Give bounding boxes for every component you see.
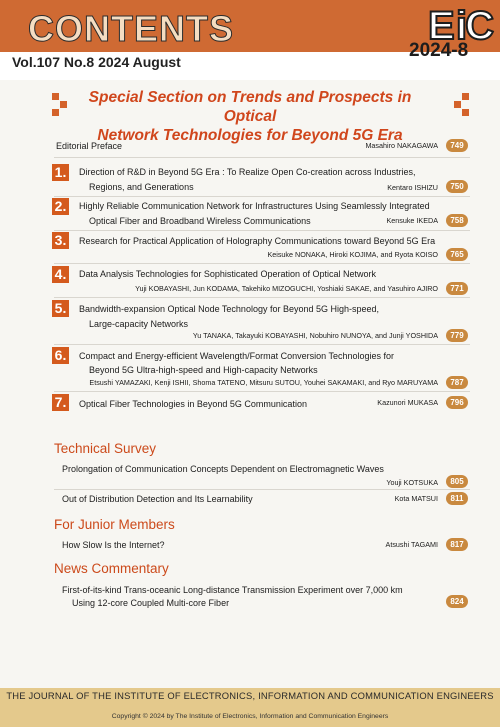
divider [54, 157, 470, 158]
special-section-title: Special Section on Trends and Prospects in Optical Network Technologies for Beyond 5G Era [88, 89, 412, 144]
page-badge: 817 [446, 538, 468, 551]
journal-name: THE JOURNAL OF THE INSTITUTE OF ELECTRONICS, INFORMATION AND COMMUNICATION ENGINEERS [6, 690, 494, 701]
section-heading-news-commentary: News Commentary [54, 561, 169, 576]
divider [54, 263, 470, 264]
article-title[interactable]: Compact and Energy-efficient Wavelength/Format Conversion Technologies for [79, 351, 394, 361]
logo-e: E [428, 4, 455, 48]
survey-title[interactable]: Out of Distribution Detection and Its Learnability [62, 494, 253, 504]
divider [54, 489, 470, 490]
article-number: 1. [52, 164, 69, 181]
article-title[interactable]: Highly Reliable Communication Network for Infrastructures Using Seamlessly Integrated [79, 201, 430, 211]
page-badge: 749 [446, 139, 468, 152]
article-authors: Keisuke NONAKA, Hiroki KOJIMA, and Ryota KOISO [267, 250, 438, 259]
article-number: 2. [52, 198, 69, 215]
article-number: 4. [52, 266, 69, 283]
article-title[interactable]: Bandwidth-expansion Optical Node Technology for Beyond 5G High-speed, [79, 304, 380, 314]
article-number: 7. [52, 394, 69, 411]
article-title-cont[interactable]: Optical Fiber and Broadband Wireless Communications [89, 216, 311, 226]
junior-title[interactable]: How Slow Is the Internet? [62, 540, 165, 550]
article-title-cont[interactable]: Regions, and Generations [89, 182, 194, 192]
section-heading-junior-members: For Junior Members [54, 517, 175, 532]
page-badge: 771 [446, 282, 468, 295]
news-title[interactable]: First-of-its-kind Trans-oceanic Long-distance Transmission Experiment over 7,000 km [62, 585, 403, 595]
article-title-cont[interactable]: Large-capacity Networks [89, 319, 189, 329]
divider [54, 391, 470, 392]
preface-author: Masahiro NAKAGAWA [365, 141, 438, 150]
contents-title: CONTENTS [28, 8, 234, 49]
page-badge: 824 [446, 595, 468, 608]
survey-title[interactable]: Prolongation of Communication Concepts Dependent on Electromagnetic Waves [62, 464, 384, 474]
divider [54, 297, 470, 298]
article-title-cont[interactable]: Beyond 5G Ultra-high-speed and High-capacity Networks [89, 365, 318, 375]
junior-author: Atsushi TAGAMI [385, 540, 438, 549]
section-heading-technical-survey: Technical Survey [54, 441, 157, 456]
article-authors: Kensuke IKEDA [386, 216, 438, 225]
article-authors: Yu TANAKA, Takayuki KOBAYASHI, Nobuhiro NUNOYA, and Junji YOSHIDA [192, 331, 438, 340]
issue-tag: 2024-8 [409, 40, 469, 61]
survey-author: Youji KOTSUKA [386, 478, 438, 487]
page-badge: 805 [446, 475, 468, 488]
article-authors: Yuji KOBAYASHI, Jun KODAMA, Takehiko MIZOGUCHI, Yoshiaki SAKAE, and Yasuhiro AJIRO [135, 284, 438, 293]
article-authors: Etsushi YAMAZAKI, Kenji ISHII, Shoma TATENO, Mitsuru SUTOU, Youhei SAKAMAKI, and Ryo MARUYAMA [89, 378, 438, 387]
page-badge: 811 [446, 492, 468, 505]
divider [54, 344, 470, 345]
article-title[interactable]: Data Analysis Technologies for Sophisticated Operation of Optical Network [79, 269, 376, 279]
header [0, 0, 500, 80]
news-title-cont[interactable]: Using 12-core Coupled Multi-core Fiber [72, 598, 230, 608]
page-badge: 796 [446, 396, 468, 409]
article-authors: Kazunori MUKASA [377, 398, 438, 407]
divider [54, 230, 470, 231]
page-badge: 779 [446, 329, 468, 342]
article-title[interactable]: Direction of R&D in Beyond 5G Era : To Realize Open Co-creation across Industries, [79, 167, 416, 177]
page-badge: 765 [446, 248, 468, 261]
article-number: 5. [52, 300, 69, 317]
article-title[interactable]: Optical Fiber Technologies in Beyond 5G Communication [79, 399, 307, 409]
logo-ic: iC [456, 4, 492, 48]
article-number: 3. [52, 232, 69, 249]
article-authors: Kentaro ISHIZU [387, 183, 438, 192]
page-badge: 787 [446, 376, 468, 389]
copyright: Copyright © 2024 by The Institute of Electronics, Information and Communication Engineers [111, 713, 389, 720]
preface-title[interactable]: Editorial Preface [56, 141, 123, 151]
article-number: 6. [52, 347, 69, 364]
divider [54, 196, 470, 197]
page-badge: 758 [446, 214, 468, 227]
page-badge: 750 [446, 180, 468, 193]
article-title[interactable]: Research for Practical Application of Holography Communications toward Beyond 5G Era [79, 236, 436, 246]
volume-line: Vol.107 No.8 2024 August [12, 54, 181, 70]
survey-author: Kota MATSUI [394, 494, 438, 503]
